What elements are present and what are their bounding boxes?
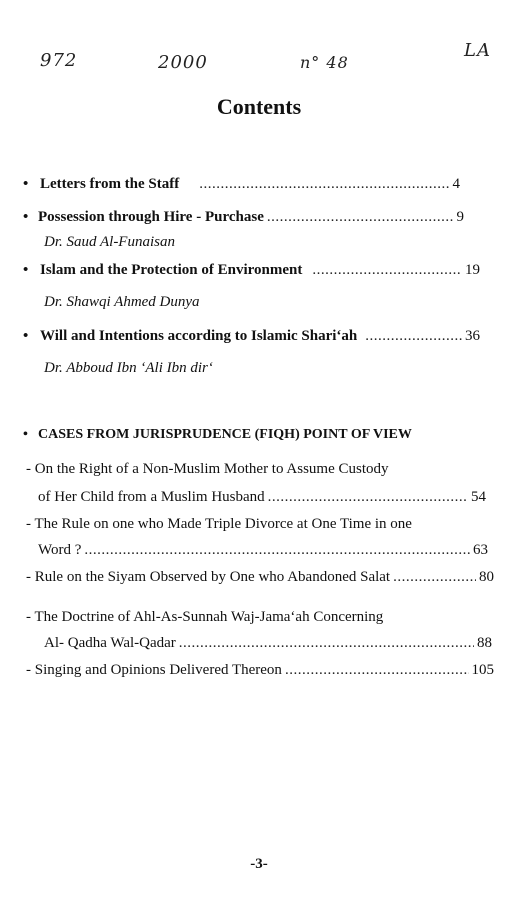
toc-entry-will <box>23 328 480 345</box>
leader-dots <box>199 176 449 193</box>
handwritten-note-1: 972 <box>40 50 78 71</box>
leader-dots <box>268 489 468 506</box>
case-entry-title: of Her Child from a Muslim Husband <box>38 489 265 505</box>
page-number: -3- <box>250 856 268 872</box>
case-entry-doctrine-line1: - The Doctrine of Ahl-As-Sunnah Waj-Jama‘ah Concerning <box>26 609 384 625</box>
toc-entry-author: Dr. Saud Al-Funaisan <box>44 234 175 250</box>
case-entry-page: 63 <box>473 542 488 558</box>
leader-dots <box>285 662 469 679</box>
bullet-icon: • <box>23 262 29 278</box>
case-entry-page: 105 <box>471 662 494 678</box>
case-entry-page: 54 <box>471 489 486 505</box>
case-entry-title: Word ? <box>38 542 82 558</box>
page-title: Contents <box>216 94 302 119</box>
case-entry-title: - Singing and Opinions Delivered Thereon <box>26 662 282 678</box>
toc-entry-page: 36 <box>465 328 480 344</box>
case-entry-divorce-line1: - The Rule on one who Made Triple Divorce at One Time in one <box>26 516 412 532</box>
toc-entry-author: Dr. Abboud Ibn ‘Ali Ibn dir‘ <box>44 360 213 376</box>
section-heading-text: CASES FROM JURISPRUDENCE (FIQH) POINT OF VIEW <box>38 427 412 442</box>
case-entry-custody-line1: - On the Right of a Non-Muslim Mother to Assume Custody <box>26 461 389 477</box>
toc-entry-page: 4 <box>452 176 460 192</box>
toc-entry-title: Possession through Hire - Purchase <box>38 209 264 225</box>
case-entry-singing <box>26 662 494 679</box>
case-entry-divorce <box>38 542 488 559</box>
handwritten-note-3: n° 48 <box>300 53 349 72</box>
toc-entry-title: Letters from the Staff <box>40 176 180 192</box>
leader-dots <box>179 635 474 652</box>
leader-dots <box>84 542 470 559</box>
toc-entry-page: 19 <box>465 262 480 278</box>
toc-entry-letters <box>23 176 460 193</box>
case-entry-page: 80 <box>479 569 494 585</box>
bullet-icon: • <box>23 176 29 192</box>
toc-entry-author: Dr. Shawqi Ahmed Dunya <box>44 294 200 310</box>
section-heading-cases <box>23 427 412 443</box>
handwritten-note-2: 2000 <box>158 52 208 73</box>
case-entry-doctrine <box>44 635 492 652</box>
handwritten-note-4: LA <box>464 40 491 61</box>
case-entry-page: 88 <box>477 635 492 651</box>
bullet-icon: • <box>23 328 29 344</box>
toc-entry-possession <box>23 209 464 226</box>
case-entry-siyam <box>26 569 494 586</box>
leader-dots <box>393 569 476 586</box>
leader-dots <box>267 209 454 226</box>
case-entry-custody <box>38 489 486 506</box>
toc-entry-page: 9 <box>456 209 464 225</box>
leader-dots <box>312 262 462 279</box>
toc-entry-title: Will and Intentions according to Islamic Shari‘ah <box>40 328 358 344</box>
bullet-icon: • <box>23 427 28 442</box>
toc-entry-title: Islam and the Protection of Environment <box>40 262 303 278</box>
toc-entry-environment <box>23 262 480 279</box>
leader-dots <box>365 328 462 345</box>
bullet-icon: • <box>23 209 29 225</box>
case-entry-title: Al- Qadha Wal-Qadar <box>44 635 176 651</box>
case-entry-title: - Rule on the Siyam Observed by One who Abandoned Salat <box>26 569 391 585</box>
